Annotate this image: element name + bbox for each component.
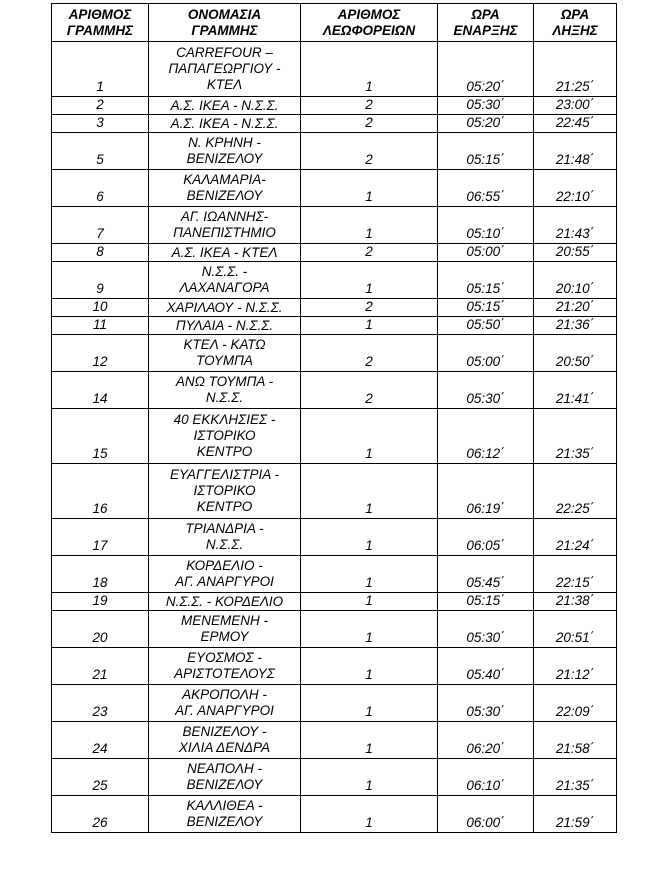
table-row [52, 464, 617, 519]
bus-count-cell: 1 [301, 556, 438, 593]
line-name-text: ΚΤΕΛ [206, 77, 243, 92]
end-time-cell: 20:50΄ [534, 335, 617, 372]
line-name-text: ΑΡΙΣΤΟΤΕΛΟΥΣ [174, 666, 275, 681]
table-row [52, 759, 617, 796]
bus-count-cell: 1 [301, 796, 438, 833]
line-name-text: Ν.Σ.Σ. [205, 537, 244, 552]
start-time-cell: 05:15΄ [438, 262, 534, 299]
line-number-cell: 15 [52, 409, 149, 464]
line-name-text: ΤΟΥΜΠΑ [196, 353, 253, 368]
line-name-text: Α.Σ. ΙΚΕΑ - Ν.Σ.Σ. [170, 115, 279, 131]
start-time-cell: 05:30΄ [438, 97, 534, 115]
line-name-text: ΚΟΡΔΕΛΙΟ - [186, 558, 263, 573]
line-name-text: ΙΣΤΟΡΙΚΟ [193, 428, 256, 443]
line-name-text: ΒΕΝΙΖΕΛΟΥ [186, 777, 263, 792]
table-row [52, 170, 617, 207]
table-row [52, 409, 617, 464]
bus-count-cell: 1 [301, 464, 438, 519]
line-name-cell [149, 409, 301, 464]
line-name-text: ΑΓ. ΑΝΑΡΓΥΡΟΙ [175, 574, 274, 589]
table-row [52, 42, 617, 97]
bus-count-cell: 2 [301, 244, 438, 262]
line-name-text: Ν.Σ.Σ. [205, 390, 244, 405]
header-bus-count [301, 4, 438, 42]
table-row [52, 115, 617, 133]
start-time-cell: 05:00΄ [438, 244, 534, 262]
line-name-cell [149, 207, 301, 244]
bus-schedule [51, 3, 616, 833]
start-time-cell: 05:10΄ [438, 207, 534, 244]
end-time-cell: 21:24΄ [534, 519, 617, 556]
bus-count-cell: 2 [301, 115, 438, 133]
start-time-cell: 05:50΄ [438, 317, 534, 335]
end-time-cell: 20:55΄ [534, 244, 617, 262]
line-name-text: ΚΕΝΤΡΟ [196, 499, 253, 514]
table-row [52, 372, 617, 409]
end-time-cell: 21:38΄ [534, 593, 617, 611]
header-text: ΑΡΙΘΜΟΣ [337, 6, 401, 22]
line-number-cell: 25 [52, 759, 149, 796]
bus-count-cell: 1 [301, 648, 438, 685]
header-text: ΕΝΑΡΞΗΣ [453, 22, 518, 38]
end-time-cell: 21:12΄ [534, 648, 617, 685]
end-time-cell: 20:10΄ [534, 262, 617, 299]
line-name-text: ΧΑΡΙΛΑΟΥ - Ν.Σ.Σ. [166, 299, 283, 315]
bus-count-cell: 2 [301, 299, 438, 317]
line-name-text: Ν. ΚΡΗΝΗ - [188, 135, 261, 150]
line-number-cell: 19 [52, 593, 149, 611]
line-number-cell: 5 [52, 133, 149, 170]
start-time-cell: 06:05΄ [438, 519, 534, 556]
line-name-cell [149, 685, 301, 722]
line-number-cell: 8 [52, 244, 149, 262]
bus-count-cell: 2 [301, 133, 438, 170]
line-name-cell [149, 170, 301, 207]
line-name-text: ΑΝΩ ΤΟΥΜΠΑ - [175, 374, 274, 389]
line-name-cell [149, 464, 301, 519]
bus-count-cell: 1 [301, 685, 438, 722]
line-name-text: ΒΕΝΙΖΕΛΟΥ - [182, 724, 267, 739]
line-name-text: ΑΓ. ΙΩΑΝΝΗΣ- [180, 209, 269, 224]
end-time-cell: 22:25΄ [534, 464, 617, 519]
bus-count-cell: 1 [301, 317, 438, 335]
start-time-cell: 06:55΄ [438, 170, 534, 207]
end-time-cell: 23:00΄ [534, 97, 617, 115]
line-name-text: ΚΤΕΛ - ΚΑΤΩ [183, 337, 266, 352]
line-name-text: ΠΥΛΑΙΑ - Ν.Σ.Σ. [175, 317, 274, 333]
start-time-cell: 05:15΄ [438, 133, 534, 170]
end-time-cell: 21:36΄ [534, 317, 617, 335]
start-time-cell: 05:20΄ [438, 42, 534, 97]
header-text: ΟΝΟΜΑΣΙΑ [187, 6, 262, 22]
end-time-cell: 22:45΄ [534, 115, 617, 133]
line-name-text: Α.Σ. ΙΚΕΑ - Ν.Σ.Σ. [170, 97, 279, 113]
end-time-cell: 22:10΄ [534, 170, 617, 207]
bus-count-cell: 1 [301, 611, 438, 648]
line-name-text: ΑΓ. ΑΝΑΡΓΥΡΟΙ [175, 703, 274, 718]
table-row [52, 262, 617, 299]
line-number-cell: 7 [52, 207, 149, 244]
line-name-cell [149, 42, 301, 97]
line-name-text: ΒΕΝΙΖΕΛΟΥ [186, 188, 263, 203]
bus-count-cell: 1 [301, 593, 438, 611]
line-number-cell: 6 [52, 170, 149, 207]
start-time-cell: 06:12΄ [438, 409, 534, 464]
line-name-text: ΕΡΜΟΥ [200, 629, 249, 644]
line-name-cell [149, 611, 301, 648]
start-time-cell: 05:00΄ [438, 335, 534, 372]
line-name-text: 40 ΕΚΚΛΗΣΙΕΣ - [173, 412, 276, 427]
line-name-cell [149, 299, 301, 317]
end-time-cell: 21:20΄ [534, 299, 617, 317]
header-text: ΛΕΩΦΟΡΕΙΩΝ [322, 22, 416, 38]
table-row [52, 796, 617, 833]
line-number-cell: 26 [52, 796, 149, 833]
end-time-cell: 21:48΄ [534, 133, 617, 170]
start-time-cell: 05:15΄ [438, 299, 534, 317]
line-name-cell [149, 759, 301, 796]
line-number-cell: 11 [52, 317, 149, 335]
start-time-cell: 05:30΄ [438, 611, 534, 648]
end-time-cell: 21:59΄ [534, 796, 617, 833]
schedule-table [51, 3, 617, 833]
line-name-text: ΒΕΝΙΖΕΛΟΥ [186, 151, 263, 166]
start-time-cell: 05:40΄ [438, 648, 534, 685]
line-number-cell: 10 [52, 299, 149, 317]
line-name-text: ΕΥΟΣΜΟΣ - [187, 650, 262, 665]
header-text: ΩΡΑ [471, 6, 500, 22]
header-text: ΑΡΙΘΜΟΣ [68, 6, 132, 22]
end-time-cell: 21:25΄ [534, 42, 617, 97]
start-time-cell: 06:10΄ [438, 759, 534, 796]
line-number-cell: 21 [52, 648, 149, 685]
bus-count-cell: 1 [301, 722, 438, 759]
line-name-text: ΑΚΡΟΠΟΛΗ - [182, 687, 267, 702]
header-text: ΓΡΑΜΜΗΣ [191, 22, 258, 38]
line-name-cell [149, 556, 301, 593]
start-time-cell: 06:00΄ [438, 796, 534, 833]
line-name-text: ΙΣΤΟΡΙΚΟ [193, 483, 256, 498]
table-row [52, 335, 617, 372]
line-name-cell [149, 244, 301, 262]
bus-count-cell: 1 [301, 519, 438, 556]
line-name-text: ΒΕΝΙΖΕΛΟΥ [186, 814, 263, 829]
start-time-cell: 06:19΄ [438, 464, 534, 519]
table-row [52, 685, 617, 722]
line-name-text: Ν.Σ.Σ. - [201, 264, 248, 279]
line-number-cell: 3 [52, 115, 149, 133]
start-time-cell: 05:20΄ [438, 115, 534, 133]
start-time-cell: 05:30΄ [438, 372, 534, 409]
line-number-cell: 24 [52, 722, 149, 759]
line-number-cell: 2 [52, 97, 149, 115]
line-name-cell [149, 722, 301, 759]
end-time-cell: 21:35΄ [534, 759, 617, 796]
header-line-name [149, 4, 301, 42]
table-row [52, 317, 617, 335]
bus-count-cell: 2 [301, 372, 438, 409]
line-name-cell [149, 648, 301, 685]
bus-count-cell: 1 [301, 262, 438, 299]
line-name-text: ΚΑΛΛΙΘΕΑ - [186, 798, 263, 813]
line-name-cell [149, 593, 301, 611]
start-time-cell: 05:15΄ [438, 593, 534, 611]
table-row [52, 207, 617, 244]
line-name-text: ΚΑΛΑΜΑΡΙΑ- [183, 172, 266, 187]
table-row [52, 556, 617, 593]
line-name-text: ΕΥΑΓΓΕΛΙΣΤΡΙΑ - [169, 467, 279, 482]
line-number-cell: 12 [52, 335, 149, 372]
table-row [52, 97, 617, 115]
line-number-cell: 18 [52, 556, 149, 593]
bus-count-cell: 1 [301, 759, 438, 796]
line-name-cell [149, 317, 301, 335]
table-row [52, 244, 617, 262]
line-name-text: ΤΡΙΑΝΔΡΙΑ - [185, 521, 264, 536]
line-number-cell: 14 [52, 372, 149, 409]
line-number-cell: 9 [52, 262, 149, 299]
line-name-cell [149, 796, 301, 833]
end-time-cell: 21:41΄ [534, 372, 617, 409]
start-time-cell: 05:45΄ [438, 556, 534, 593]
line-name-cell [149, 262, 301, 299]
end-time-cell: 20:51΄ [534, 611, 617, 648]
line-name-text: ΠΑΠΑΓΕΩΡΓΙΟΥ - [168, 61, 281, 76]
line-name-cell [149, 372, 301, 409]
line-number-cell: 20 [52, 611, 149, 648]
line-name-text: CARREFOUR – [176, 45, 273, 60]
bus-count-cell: 1 [301, 207, 438, 244]
line-name-cell [149, 133, 301, 170]
line-name-cell [149, 97, 301, 115]
line-number-cell: 17 [52, 519, 149, 556]
bus-count-cell: 2 [301, 97, 438, 115]
table-row [52, 299, 617, 317]
header-start-time [438, 4, 534, 42]
end-time-cell: 22:09΄ [534, 685, 617, 722]
line-name-text: Α.Σ. ΙΚΕΑ - ΚΤΕΛ [171, 244, 278, 260]
start-time-cell: 06:20΄ [438, 722, 534, 759]
line-name-text: ΠΑΝΕΠΙΣΤΗΜΙΟ [173, 225, 276, 240]
line-name-cell [149, 335, 301, 372]
line-number-cell: 23 [52, 685, 149, 722]
table-row [52, 519, 617, 556]
table-row [52, 133, 617, 170]
line-name-text: ΜΕΝΕΜΕΝΗ - [181, 613, 268, 628]
line-name-text: Ν.Σ.Σ. - ΚΟΡΔΕΛΙΟ [165, 593, 284, 609]
bus-count-cell: 1 [301, 170, 438, 207]
end-time-cell: 21:35΄ [534, 409, 617, 464]
table-row [52, 593, 617, 611]
header-row [52, 4, 617, 42]
bus-count-cell: 2 [301, 335, 438, 372]
table-row [52, 722, 617, 759]
line-number-cell: 16 [52, 464, 149, 519]
line-name-text: ΝΕΑΠΟΛΗ - [187, 761, 262, 776]
start-time-cell: 05:30΄ [438, 685, 534, 722]
line-number-cell: 1 [52, 42, 149, 97]
header-text: ΓΡΑΜΜΗΣ [66, 22, 134, 38]
end-time-cell: 21:43΄ [534, 207, 617, 244]
header-line-number [52, 4, 149, 42]
end-time-cell: 21:58΄ [534, 722, 617, 759]
line-name-text: ΛΑΧΑΝΑΓΟΡΑ [179, 280, 270, 295]
line-name-text: ΚΕΝΤΡΟ [196, 444, 253, 459]
table-row [52, 648, 617, 685]
table-row [52, 611, 617, 648]
line-name-cell [149, 519, 301, 556]
bus-count-cell: 1 [301, 42, 438, 97]
end-time-cell: 22:15΄ [534, 556, 617, 593]
header-end-time [534, 4, 617, 42]
header-text: ΩΡΑ [560, 6, 590, 22]
line-name-cell [149, 115, 301, 133]
line-name-text: ΧΙΛΙΑ ΔΕΝΔΡΑ [178, 740, 271, 755]
header-text: ΛΗΞΗΣ [552, 22, 598, 38]
bus-count-cell: 1 [301, 409, 438, 464]
